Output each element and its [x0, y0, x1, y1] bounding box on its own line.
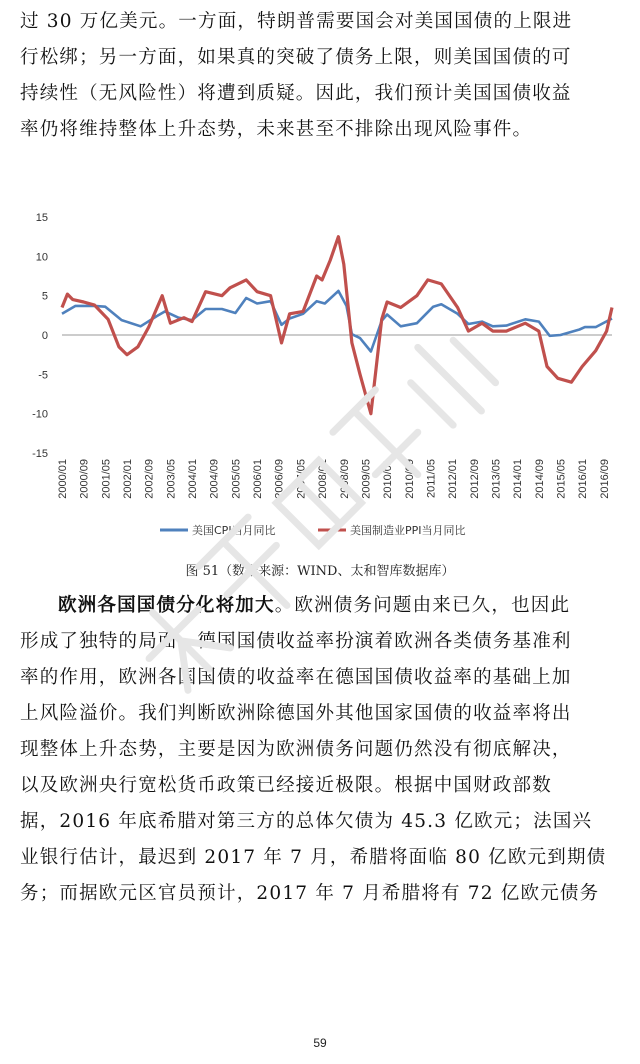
- x-tick-label: 2012/09: [468, 459, 481, 499]
- x-tick-label: 2012/01: [447, 459, 460, 499]
- x-tick-label: 2005/05: [230, 459, 243, 499]
- x-tick-label: 2010/01: [382, 459, 395, 499]
- legend-label: 美国制造业PPI当月同比: [350, 524, 466, 537]
- legend-label: 美国CPI当月同比: [192, 524, 276, 537]
- text-line: 行松绑；另一方面，如果真的突破了债务上限，则美国国债的可: [20, 47, 572, 68]
- y-tick-label: -10: [32, 408, 48, 421]
- x-tick-label: 2013/05: [490, 459, 503, 499]
- x-tick-label: 2006/09: [273, 459, 286, 499]
- y-tick-label: 5: [41, 290, 48, 303]
- figure-caption: 图 51（数据来源：WIND、太和智库数据库）: [185, 564, 455, 579]
- y-tick-label: 15: [35, 212, 48, 224]
- page-number: 59: [313, 1036, 327, 1050]
- y-tick-label: -5: [38, 369, 48, 382]
- chart-legend: [160, 523, 466, 537]
- paragraph-2: [20, 588, 624, 912]
- text-line: 持续性（无风险性）将遭到质疑。因此，我们预计美国国债收益: [20, 83, 572, 104]
- x-tick-label: 2014/01: [512, 459, 525, 499]
- x-tick-label: 2015/05: [555, 459, 568, 499]
- text-line: 务；而据欧元区官员预计，2017 年 7 月希腊将有 72 亿欧元债务: [20, 883, 600, 904]
- x-tick-label: 2006/01: [252, 459, 265, 499]
- x-tick-label: 2011/05: [425, 459, 438, 498]
- text-line: 率的作用，欧洲各国国债的收益率在德国国债收益率的基础上加: [20, 667, 572, 688]
- x-tick-label: 2007/05: [295, 459, 308, 499]
- x-tick-label: 2016/01: [577, 459, 590, 499]
- x-tick-label: 2008/01: [317, 459, 330, 499]
- y-tick-label: 10: [35, 251, 48, 264]
- text-line: 据，2016 年底希腊对第三方的总体欠债为 45.3 亿欧元；法国兴: [20, 811, 593, 832]
- x-tick-label: 2002/09: [143, 459, 156, 499]
- x-tick-label: 2016/09: [598, 459, 611, 499]
- y-axis-ticks: [32, 212, 48, 460]
- x-tick-label: 2004/09: [208, 459, 221, 499]
- line-chart: [0, 200, 640, 560]
- x-tick-label: 2009/05: [360, 459, 373, 499]
- text-line: 以及欧洲央行宽松货币政策已经接近极限。根据中国财政部数: [20, 775, 552, 796]
- paragraph-1: [20, 4, 624, 148]
- x-tick-label: 2000/09: [78, 459, 91, 499]
- text-line: 形成了独特的局面。德国国债收益率扮演着欧洲各类债务基准利: [20, 631, 572, 652]
- y-tick-label: -15: [32, 448, 48, 460]
- text-line: 业银行估计，最迟到 2017 年 7 月，希腊将面临 80 亿欧元到期债: [20, 847, 607, 868]
- chart-series: [62, 237, 612, 414]
- x-tick-label: 2008/09: [338, 459, 351, 499]
- x-tick-label: 2002/01: [122, 459, 135, 499]
- text-line: 过 30 万亿美元。一方面，特朗普需要国会对美国国债的上限进: [20, 11, 573, 32]
- series-line-0: [62, 291, 612, 352]
- x-tick-label: 2003/05: [165, 459, 178, 499]
- x-tick-label: 2014/09: [533, 459, 546, 499]
- y-tick-label: 0: [41, 330, 48, 342]
- text-line: 率仍将维持整体上升态势，未来甚至不排除出现风险事件。: [20, 119, 533, 140]
- x-tick-label: 2001/05: [100, 459, 113, 499]
- text-line: 上风险溢价。我们判断欧洲除德国外其他国家国债的收益率将出: [20, 703, 572, 724]
- x-tick-label: 2010/09: [403, 459, 416, 499]
- x-axis-ticks: [57, 459, 611, 499]
- x-tick-label: 2004/01: [187, 459, 200, 499]
- text-line: 现整体上升态势，主要是因为欧洲债务问题仍然没有彻底解决，: [20, 739, 572, 760]
- x-tick-label: 2000/01: [57, 459, 69, 499]
- paragraph-heading: 欧洲各国国债分化将加大: [58, 595, 275, 616]
- text-line-rest: 。欧洲债务问题由来已久，也因此: [274, 595, 571, 616]
- text-line: [20, 588, 624, 624]
